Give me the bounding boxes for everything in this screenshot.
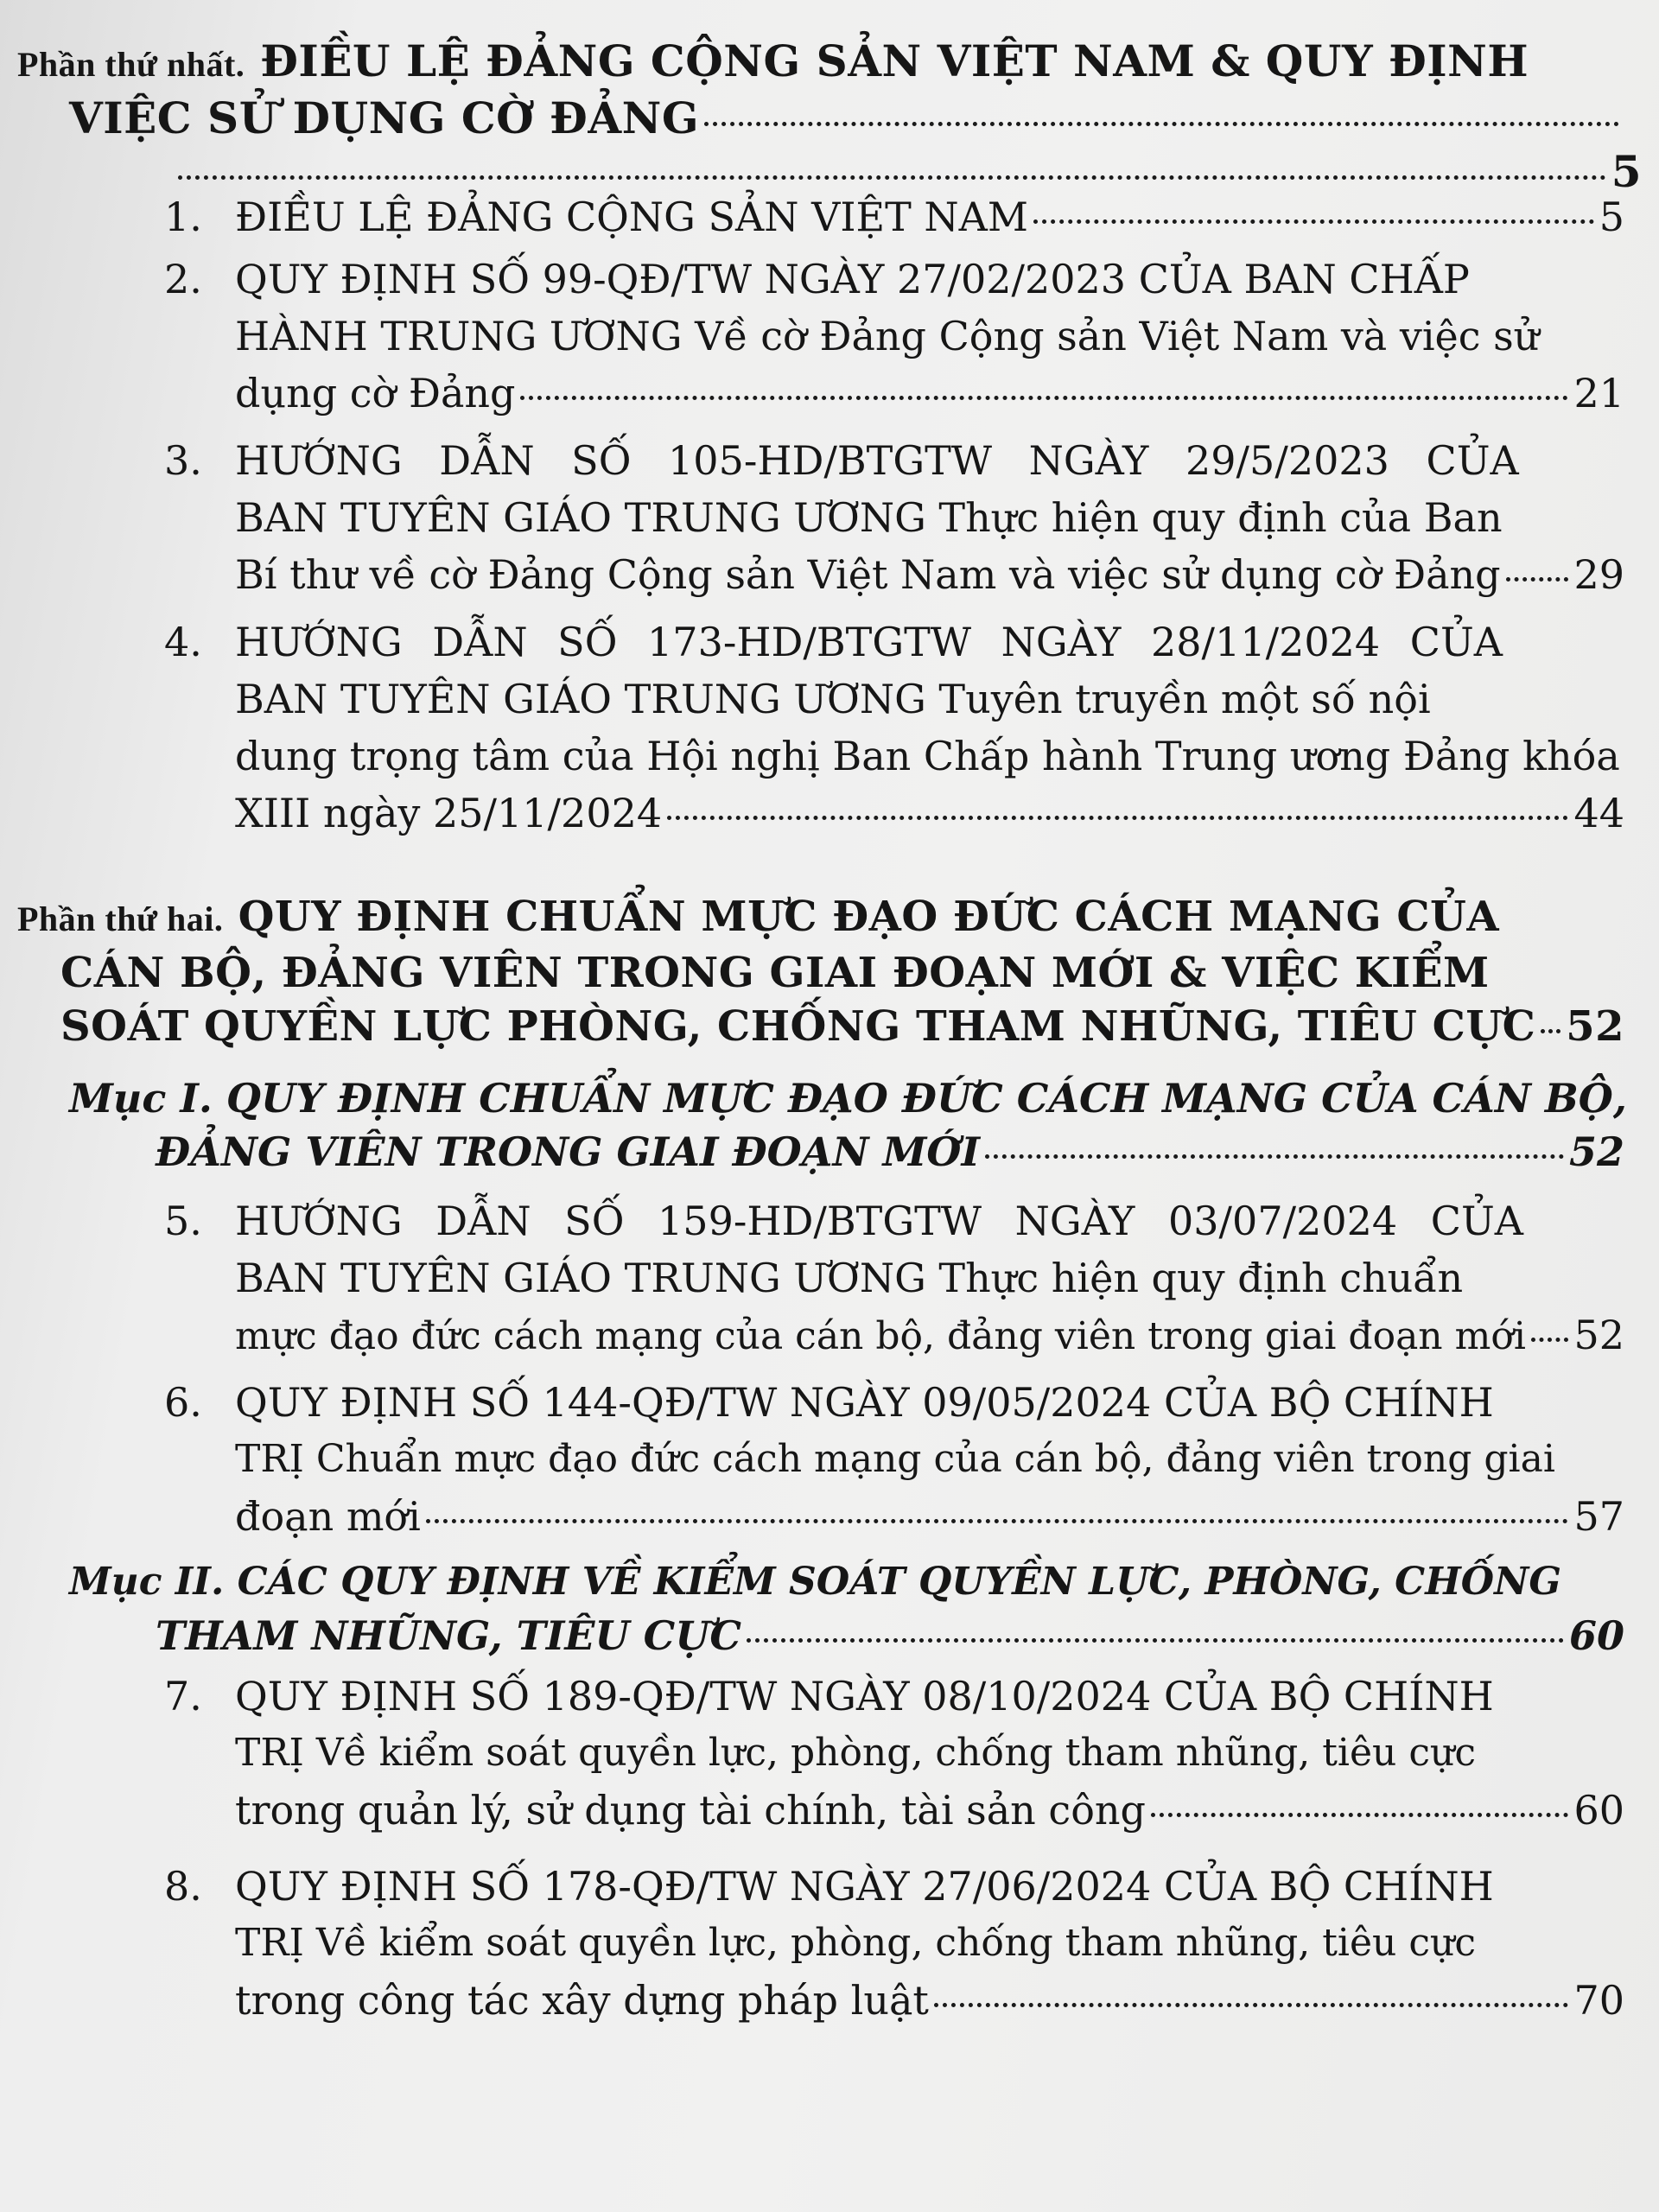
entry-number: 4. xyxy=(164,619,202,665)
leader-dots xyxy=(1506,577,1569,582)
entry-title-line: ĐIỀU LỆ ĐẢNG CỘNG SẢN VIỆT NAM xyxy=(235,194,1028,240)
entry-title-line: trong công tác xây dựng pháp luật xyxy=(235,1977,929,2024)
section-two-heading xyxy=(69,1555,1624,1662)
part-one-page: 5 xyxy=(1611,146,1642,197)
entry-number: 2. xyxy=(164,256,202,302)
entry-title-line: TRỊ Về kiểm soát quyền lực, phòng, chống tham nhũng, tiêu cực xyxy=(235,1921,1476,1965)
entry-title-line: QUY ĐỊNH SỐ 189-QĐ/TW NGÀY 08/10/2024 CỦA BỘ CHÍNH xyxy=(235,1673,1494,1719)
entry-title-line: HÀNH TRUNG ƯƠNG Về cờ Đảng Cộng sản Việt Nam và việc sử xyxy=(235,313,1540,359)
entry-page: 5 xyxy=(1599,194,1624,240)
part-one-title-line1: ĐIỀU LỆ ĐẢNG CỘNG SẢN VIỆT NAM & QUY ĐỊNH xyxy=(260,35,1529,86)
entry-page: 52 xyxy=(1573,1312,1624,1358)
part-two-prefix: Phần thứ hai. xyxy=(17,899,224,938)
entry-title-line: TRỊ Chuẩn mực đạo đức cách mạng của cán bộ, đảng viên trong giai xyxy=(235,1437,1555,1481)
entry-page: 29 xyxy=(1573,551,1624,598)
entry-title-line: dung trọng tâm của Hội nghị Ban Chấp hành Trung ương Đảng khóa xyxy=(235,733,1620,779)
entry-title-line: đoạn mới xyxy=(235,1493,421,1540)
entry-number: 1. xyxy=(164,194,202,240)
toc-entry-8[interactable] xyxy=(164,1858,1624,2031)
entry-page: 44 xyxy=(1573,790,1624,836)
leader-dots xyxy=(178,175,1606,180)
toc-entry-7[interactable] xyxy=(164,1668,1624,1840)
entry-title-line: trong quản lý, sử dụng tài chính, tài sản công xyxy=(235,1787,1146,1834)
leader-dots xyxy=(520,396,1568,400)
entry-title-line: HƯỚNG DẪN SỐ 173-HD/BTGTW NGÀY 28/11/2024 CỦA xyxy=(235,619,1503,665)
part-one-heading xyxy=(17,35,1642,199)
part-two-title-line2: CÁN BỘ, ĐẢNG VIÊN TRONG GIAI ĐOẠN MỚI & VIỆC KIỂM xyxy=(60,949,1490,997)
entry-title-line: dụng cờ Đảng xyxy=(235,370,516,416)
section-two-line2: THAM NHŨNG, TIÊU CỰC xyxy=(156,1612,741,1659)
entry-page: 57 xyxy=(1573,1493,1624,1540)
entry-title-line: QUY ĐỊNH SỐ 99-QĐ/TW NGÀY 27/02/2023 CỦA BAN CHẤP xyxy=(235,256,1470,302)
entry-title-line: Bí thư về cờ Đảng Cộng sản Việt Nam và việc sử dụng cờ Đảng xyxy=(235,551,1501,598)
leader-dots xyxy=(1531,1338,1569,1342)
entry-title-line: BAN TUYÊN GIÁO TRUNG ƯƠNG Thực hiện quy định của Ban xyxy=(235,494,1503,541)
section-one-line2: ĐẢNG VIÊN TRONG GIAI ĐOẠN MỚI xyxy=(156,1128,981,1175)
section-one-heading xyxy=(69,1071,1627,1179)
entry-page: 60 xyxy=(1573,1787,1624,1834)
leader-dots xyxy=(1541,1029,1560,1033)
leader-dots xyxy=(704,122,1619,126)
leader-dots xyxy=(1151,1813,1568,1817)
leader-dots xyxy=(667,816,1568,820)
entry-title-line: HƯỚNG DẪN SỐ 105-HD/BTGTW NGÀY 29/5/2023 CỦA xyxy=(235,437,1519,484)
section-two-line1: Mục II. CÁC QUY ĐỊNH VỀ KIỂM SOÁT QUYỀN LỰC, PHÒNG, CHỐNG xyxy=(69,1560,1561,1604)
toc-entry-3[interactable] xyxy=(164,432,1624,605)
entry-number: 7. xyxy=(164,1673,202,1719)
leader-dots xyxy=(934,2003,1569,2007)
part-one-title-line2: VIỆC SỬ DỤNG CỜ ĐẢNG xyxy=(69,92,700,143)
part-two-title-line3: SOÁT QUYỀN LỰC PHÒNG, CHỐNG THAM NHŨNG, TIÊU CỰC xyxy=(60,1002,1536,1051)
section-one-page: 52 xyxy=(1568,1128,1624,1175)
entry-number: 3. xyxy=(164,437,202,484)
toc-entry-4[interactable] xyxy=(164,613,1624,847)
toc-entry-6[interactable] xyxy=(164,1374,1624,1547)
entry-title-line: HƯỚNG DẪN SỐ 159-HD/BTGTW NGÀY 03/07/2024 CỦA xyxy=(235,1198,1523,1244)
entry-number: 5. xyxy=(164,1198,202,1244)
part-two-heading xyxy=(17,890,1624,1053)
entry-title-line: XIII ngày 25/11/2024 xyxy=(235,790,663,836)
entry-title-line: QUY ĐỊNH SỐ 178-QĐ/TW NGÀY 27/06/2024 CỦA BỘ CHÍNH xyxy=(235,1863,1494,1910)
entry-title-line: mực đạo đức cách mạng của cán bộ, đảng viên trong giai đoạn mới xyxy=(235,1314,1526,1358)
leader-dots xyxy=(426,1519,1569,1523)
entry-number: 8. xyxy=(164,1863,202,1910)
part-two-page: 52 xyxy=(1566,1002,1624,1051)
section-two-page: 60 xyxy=(1568,1612,1624,1659)
entry-number: 6. xyxy=(164,1379,202,1426)
entry-title-line: BAN TUYÊN GIÁO TRUNG ƯƠNG Thực hiện quy định chuẩn xyxy=(235,1255,1464,1301)
leader-dots xyxy=(985,1154,1564,1159)
part-one-prefix: Phần thứ nhất. xyxy=(17,45,245,84)
entry-title-line: QUY ĐỊNH SỐ 144-QĐ/TW NGÀY 09/05/2024 CỦA BỘ CHÍNH xyxy=(235,1379,1494,1426)
entry-page: 21 xyxy=(1573,370,1624,416)
toc-entry-2[interactable] xyxy=(164,251,1624,423)
toc-entry-5[interactable] xyxy=(164,1192,1624,1365)
leader-dots xyxy=(1033,219,1594,224)
entry-page: 70 xyxy=(1573,1977,1624,2024)
entry-title-line: TRỊ Về kiểm soát quyền lực, phòng, chống tham nhũng, tiêu cực xyxy=(235,1731,1476,1775)
entry-title-line: BAN TUYÊN GIÁO TRUNG ƯƠNG Tuyên truyền một số nội xyxy=(235,676,1431,722)
part-two-title-line1: QUY ĐỊNH CHUẨN MỰC ĐẠO ĐỨC CÁCH MẠNG CỦA xyxy=(238,893,1500,941)
section-one-line1: Mục I. QUY ĐỊNH CHUẨN MỰC ĐẠO ĐỨC CÁCH MẠNG CỦA CÁN BỘ, xyxy=(69,1075,1627,1122)
leader-dots xyxy=(747,1638,1564,1643)
